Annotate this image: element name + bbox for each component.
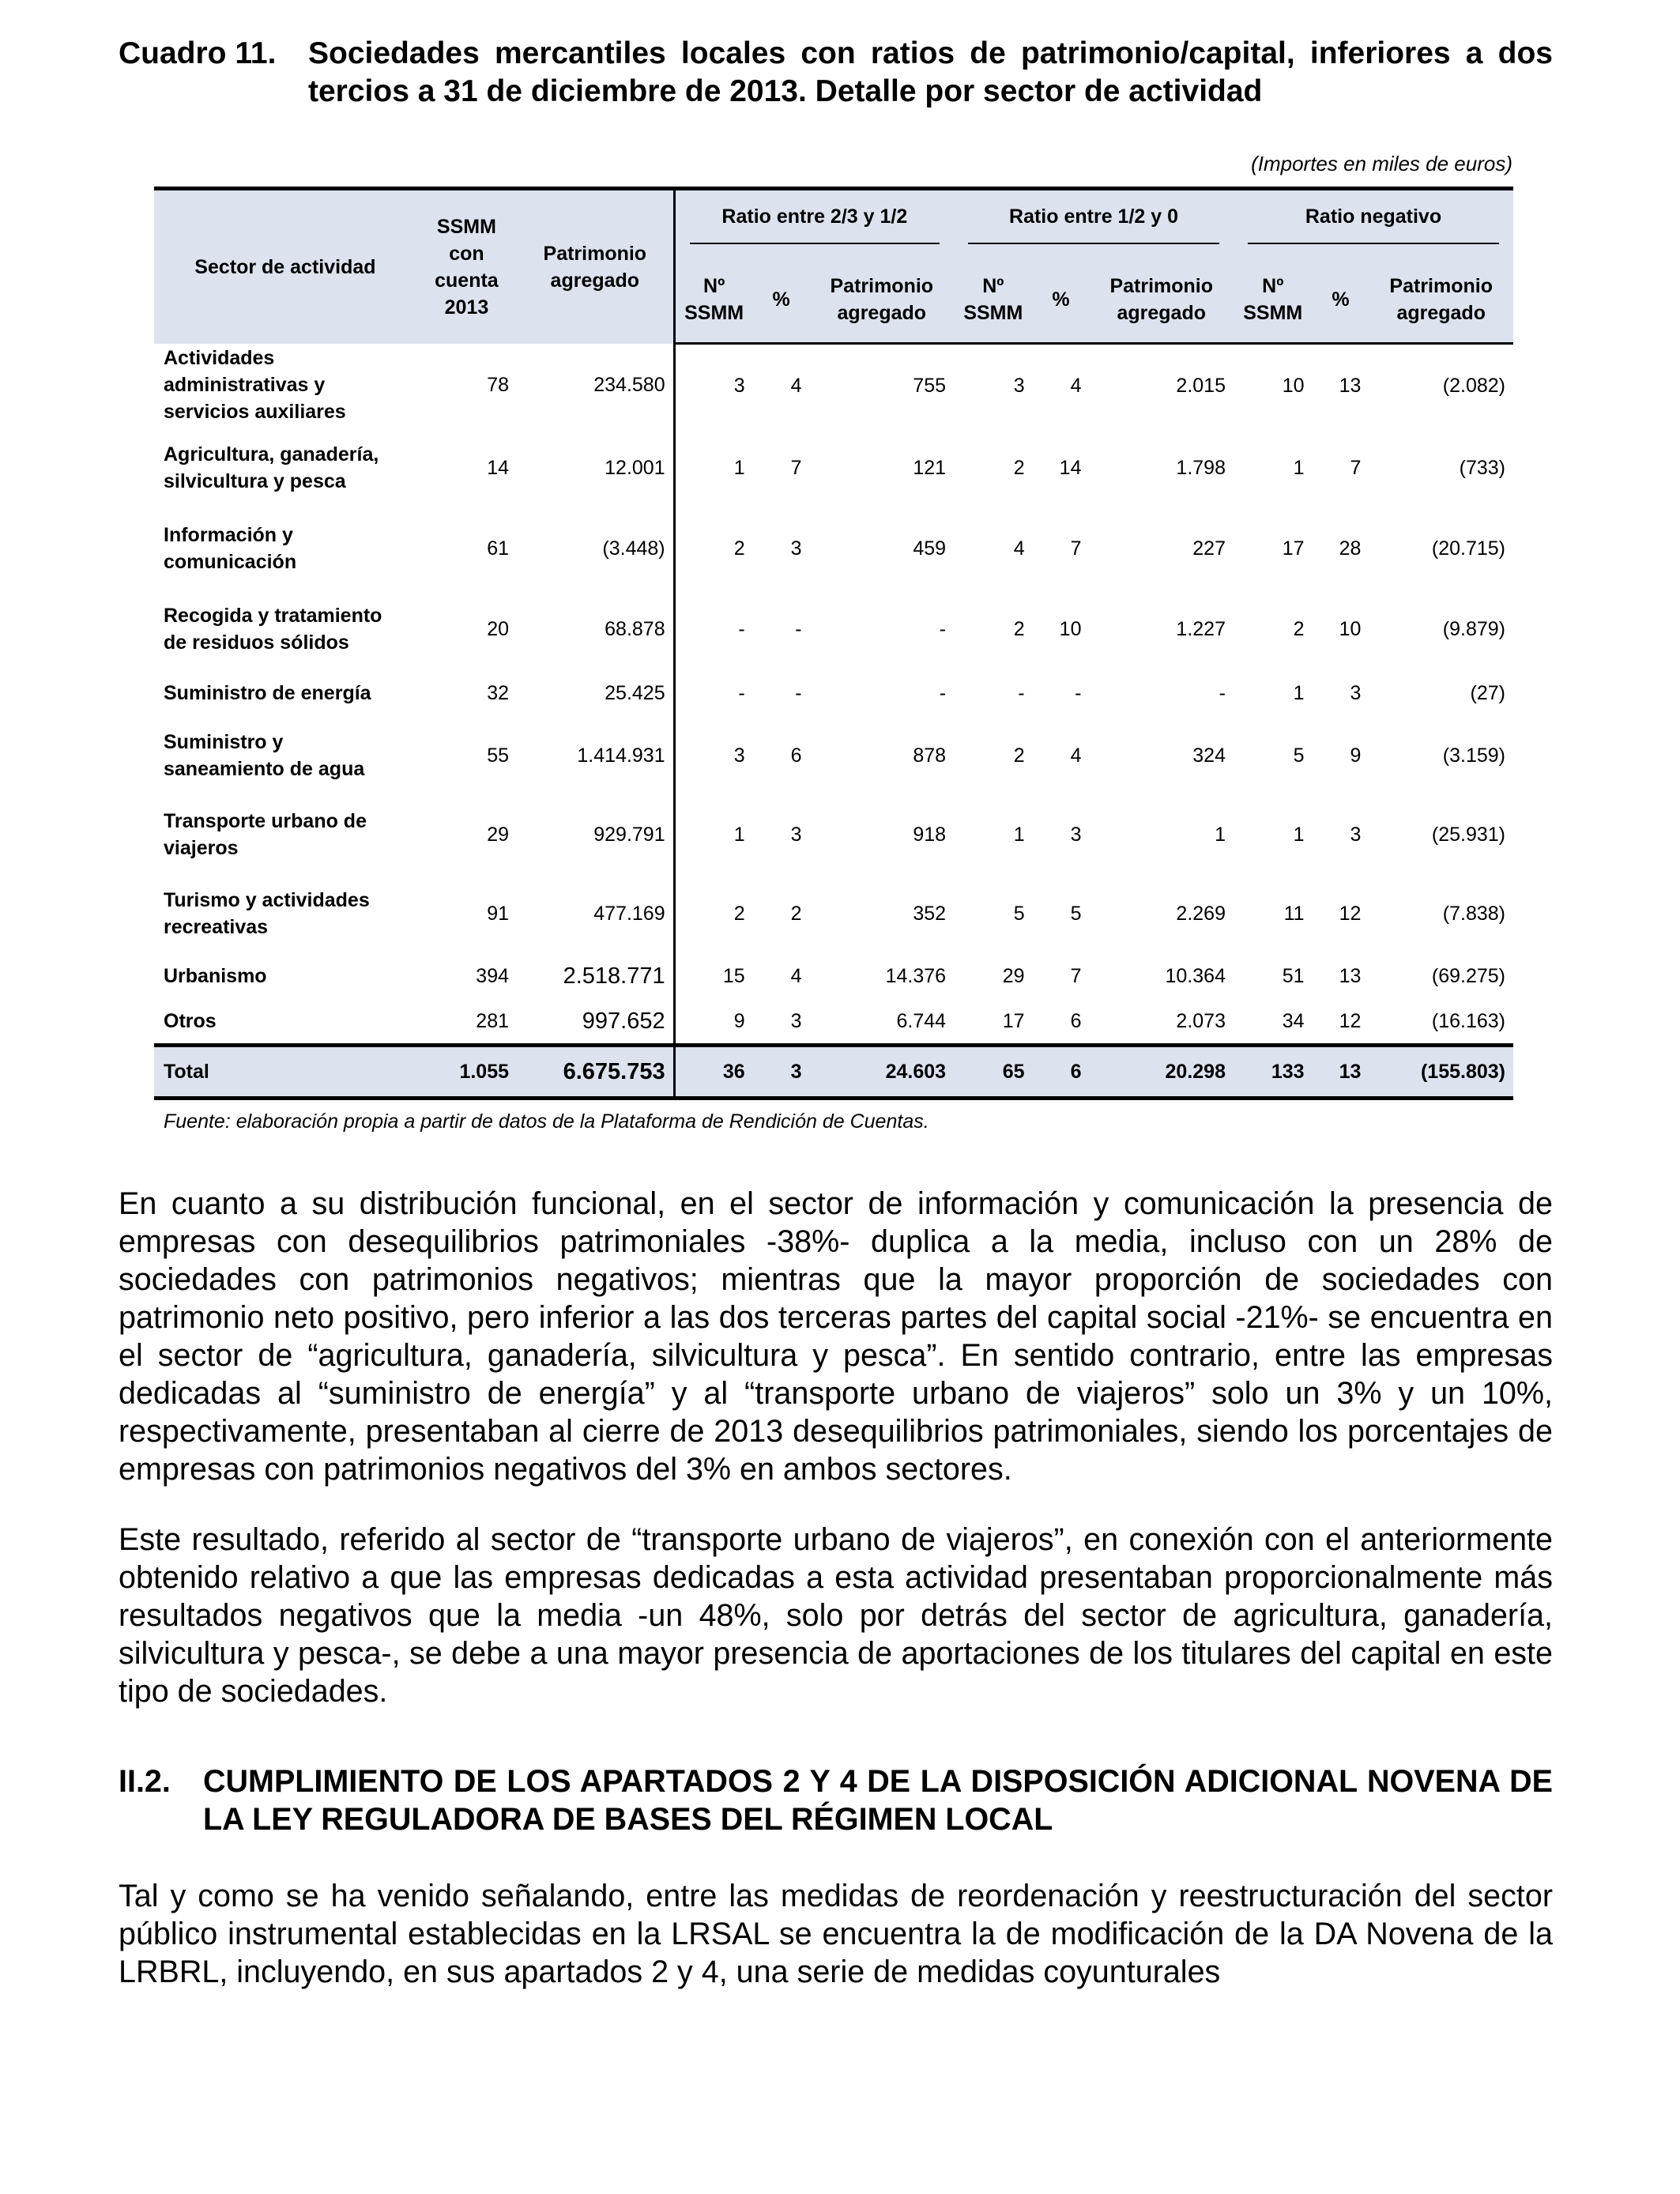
header-patrimonio: Patrimonio agregado <box>517 189 674 344</box>
cell-g3-n: 1 <box>1293 457 1305 479</box>
cell-g2-pat: 2.073 <box>1176 1010 1226 1032</box>
cell-g2-pct: - <box>1075 682 1082 704</box>
header-pat-agregado: Patrimonio agregado <box>1089 257 1234 344</box>
header-pat-agregado: Patrimonio agregado <box>1369 257 1513 344</box>
header-group-ratio-1-2: Ratio entre 1/2 y 0 <box>954 189 1234 258</box>
cell-g3-pct: 3 <box>1350 824 1362 846</box>
cell-g2-pat: 324 <box>1192 745 1226 767</box>
cell-g3-pct: 13 <box>1313 1046 1369 1099</box>
cell-g1-pct: 7 <box>790 457 802 479</box>
cell-g3-n: 51 <box>1282 965 1305 987</box>
cell-g2-n: 2 <box>1013 457 1025 479</box>
cell-g2-n: 65 <box>954 1046 1033 1099</box>
header-pct: % <box>1313 257 1369 344</box>
section-title: CUMPLIMIENTO DE LOS APARTADOS 2 Y 4 DE LA DISPOSICIÓN ADICIONAL NOVENA DE LA LEY REGULADORA DE BASES DEL RÉGIMEN LOCAL <box>203 1764 1553 1837</box>
cell-g1-n: 9 <box>733 1010 745 1032</box>
cell-g1-n: - <box>738 682 745 704</box>
cell-sector: Suministro y saneamiento de agua <box>164 731 365 780</box>
cell-g3-n: 17 <box>1282 537 1305 560</box>
cell-g3-pct: 10 <box>1339 618 1362 640</box>
table-row <box>154 344 1513 428</box>
table-total-row <box>154 1046 1513 1099</box>
header-sector: Sector de actividad <box>154 189 416 344</box>
cell-sector: Recogida y tratamiento de residuos sólidos <box>164 605 382 654</box>
cell-g3-pat: (7.838) <box>1442 903 1505 925</box>
cell-ssmm: 14 <box>487 457 510 479</box>
cell-g2-pat: 20.298 <box>1089 1046 1234 1099</box>
table-body <box>154 344 1513 1099</box>
cell-g2-pat: 1.798 <box>1176 457 1226 479</box>
cell-g1-n: 2 <box>733 903 745 925</box>
cell-g1-pat: 459 <box>913 537 947 560</box>
cell-sector: Total <box>154 1046 416 1099</box>
cell-sector: Transporte urbano de viajeros <box>164 810 367 859</box>
table-caption <box>119 35 1553 111</box>
cell-g2-pat: 2.269 <box>1176 903 1226 925</box>
cell-g1-n: 15 <box>722 965 745 987</box>
cell-g1-pct: 3 <box>790 824 802 846</box>
table-row <box>154 716 1513 795</box>
cell-g3-pat: (25.931) <box>1431 824 1505 846</box>
cell-g2-pct: 14 <box>1059 457 1082 479</box>
cell-g1-pct: 3 <box>790 1010 802 1032</box>
cell-patrimonio: 68.878 <box>517 588 674 670</box>
cell-g1-n: 3 <box>733 375 745 397</box>
table-row <box>154 953 1513 999</box>
section-number: II.2. <box>119 1764 171 1799</box>
cell-g3-pct: 13 <box>1339 965 1362 987</box>
cell-sector: Agricultura, ganadería, silvicultura y pesca <box>164 443 379 492</box>
cell-g2-n: 2 <box>1013 745 1025 767</box>
cell-g3-n: 5 <box>1293 745 1305 767</box>
cell-g1-pat: 352 <box>913 903 947 925</box>
cell-g3-pct: 7 <box>1350 457 1362 479</box>
cell-sector: Otros <box>164 1010 217 1032</box>
paragraph: Tal y como se ha venido señalando, entre las medidas de reordenación y reestructuración del sector público instrumental establecidas en la LRSAL se encuentra la de modificación de la DA Novena de la LRBRL, incluyendo, en sus apartados 2 y 4, una serie de medidas coyunturales <box>119 1879 1553 1989</box>
cell-g1-pat: - <box>939 618 947 640</box>
cell-g3-pct: 12 <box>1339 903 1362 925</box>
cell-g1-pct: 4 <box>790 375 802 397</box>
cell-g2-pct: 4 <box>1070 745 1082 767</box>
cell-g1-pat: 918 <box>913 824 947 846</box>
cell-patrimonio: 25.425 <box>517 670 674 716</box>
cell-g1-pct: 2 <box>790 903 802 925</box>
cell-sector: Turismo y actividades recreativas <box>164 889 370 938</box>
cell-g2-pct: 4 <box>1070 375 1082 397</box>
cell-g1-n: 1 <box>733 457 745 479</box>
cell-patrimonio: 234.580 <box>517 344 674 428</box>
table-row <box>154 874 1513 953</box>
cell-g3-pat: (16.163) <box>1431 1010 1505 1032</box>
cell-patrimonio: 929.791 <box>517 795 674 874</box>
cell-g1-pct: 4 <box>790 965 802 987</box>
cell-g3-pat: (9.879) <box>1442 618 1505 640</box>
cell-g2-pct: 6 <box>1033 1046 1090 1099</box>
header-pat-agregado: Patrimonio agregado <box>810 257 955 344</box>
cell-g2-pct: 7 <box>1070 965 1082 987</box>
header-pct: % <box>753 257 810 344</box>
cell-g1-n: 1 <box>733 824 745 846</box>
cell-g1-n: - <box>738 618 745 640</box>
cell-g1-pat: - <box>939 682 947 704</box>
cell-ssmm: 91 <box>487 903 510 925</box>
cell-ssmm: 29 <box>487 824 510 846</box>
paragraph: Este resultado, referido al sector de “transporte urbano de viajeros”, en conexión con el anteriormente obtenido relativo a que las empresas dedicadas a esta actividad presentaban proporcionalmente más resultados negativos que la media -un 48%, solo por detrás del sector de agricultura, ganadería, silvicultura y pesca-, se debe a una mayor presencia de aportaciones de los titulares del capital en este tipo de sociedades. <box>119 1522 1553 1709</box>
cell-g2-n: 17 <box>1002 1010 1025 1032</box>
cell-patrimonio: 2.518.771 <box>517 953 674 999</box>
cell-g3-pct: 28 <box>1339 537 1362 560</box>
cell-g3-pct: 12 <box>1339 1010 1362 1032</box>
cell-g2-n: 4 <box>1013 537 1025 560</box>
cell-g1-n: 3 <box>733 745 745 767</box>
cell-ssmm: 32 <box>487 682 510 704</box>
cell-g2-pct: 3 <box>1070 824 1082 846</box>
table-row <box>154 588 1513 670</box>
cell-g3-pat: (2.082) <box>1442 375 1505 397</box>
table-row <box>154 427 1513 509</box>
header-group-ratio-2-3: Ratio entre 2/3 y 1/2 <box>674 189 954 258</box>
cell-g2-pct: 7 <box>1070 537 1082 560</box>
cell-g3-pat: (3.159) <box>1442 745 1505 767</box>
cell-ssmm: 281 <box>476 1010 510 1032</box>
cell-g2-pat: 10.364 <box>1165 965 1226 987</box>
cell-g3-pat: (20.715) <box>1431 537 1505 560</box>
cell-g3-pct: 3 <box>1350 682 1362 704</box>
cell-patrimonio: 997.652 <box>517 999 674 1046</box>
header-n-ssmm: Nº SSMM <box>1234 257 1313 344</box>
cell-g1-n: 2 <box>733 537 745 560</box>
cell-g2-n: - <box>1018 682 1025 704</box>
cell-g2-pat: 227 <box>1192 537 1226 560</box>
cell-g1-pat: 14.376 <box>885 965 947 987</box>
header-n-ssmm: Nº SSMM <box>674 257 753 344</box>
cell-g1-pct: - <box>795 618 802 640</box>
cell-ssmm: 55 <box>487 745 510 767</box>
cell-ssmm: 394 <box>476 965 510 987</box>
table-row <box>154 999 1513 1046</box>
cell-g1-pat: 24.603 <box>810 1046 955 1099</box>
header-group-ratio-negativo: Ratio negativo <box>1234 189 1513 258</box>
cell-g2-n: 2 <box>1013 618 1025 640</box>
cell-g3-pat: (69.275) <box>1431 965 1505 987</box>
cell-g1-pct: 3 <box>753 1046 810 1099</box>
cell-sector: Información y comunicación <box>164 524 297 573</box>
table-row <box>154 509 1513 588</box>
source-note: Fuente: elaboración propia a partir de datos de la Plataforma de Rendición de Cuentas. <box>164 1110 929 1133</box>
cell-patrimonio: 6.675.753 <box>517 1046 674 1099</box>
cell-g2-n: 1 <box>1013 824 1025 846</box>
cell-g3-pat: (155.803) <box>1369 1046 1513 1099</box>
cell-g3-n: 34 <box>1282 1010 1305 1032</box>
cell-g3-pat: (733) <box>1459 457 1505 479</box>
cell-g2-pct: 6 <box>1070 1010 1082 1032</box>
table-row <box>154 670 1513 716</box>
cell-g1-pat: 121 <box>913 457 947 479</box>
cell-g3-n: 11 <box>1283 903 1305 925</box>
units-note: (Importes en miles de euros) <box>1251 152 1512 175</box>
cell-sector: Suministro de energía <box>164 682 371 704</box>
data-table <box>154 187 1513 1100</box>
caption-number: Cuadro 11. <box>119 36 277 70</box>
cell-g3-n: 1 <box>1293 682 1305 704</box>
cell-g3-pat: (27) <box>1470 682 1505 704</box>
cell-g2-pat: - <box>1219 682 1226 704</box>
paragraph: En cuanto a su distribución funcional, en el sector de información y comunicación la presencia de empresas con desequilibrios patrimoniales -38%- duplica a la media, incluso con un 28% de sociedades con patrimonios negativos; mientras que la mayor proporción de sociedades con patrimonio neto positivo, pero inferior a las dos terceras partes del capital social -21%- se encuentra en el sector de “agricultura, ganadería, silvicultura y pesca”. En sentido contrario, entre las empresas dedicadas al “suministro de energía” y al “transporte urbano de viajeros” solo un 3% y un 10%, respectivamente, presentaban al cierre de 2013 desequilibrios patrimoniales, siendo los porcentajes de empresas con patrimonios negativos del 3% en ambos sectores. <box>119 1186 1553 1487</box>
cell-g3-pct: 13 <box>1339 375 1362 397</box>
cell-g1-pat: 6.744 <box>896 1010 947 1032</box>
cell-ssmm: 61 <box>487 537 510 560</box>
header-pct: % <box>1033 257 1090 344</box>
cell-patrimonio: (3.448) <box>517 509 674 588</box>
cell-g3-n: 1 <box>1293 824 1305 846</box>
cell-g2-n: 3 <box>1013 375 1025 397</box>
cell-sector: Urbanismo <box>164 965 267 987</box>
cell-g3-n: 2 <box>1293 618 1305 640</box>
cell-g2-pat: 1.227 <box>1176 618 1226 640</box>
header-ssmm: SSMM con cuenta 2013 <box>416 189 517 344</box>
cell-g1-pat: 878 <box>913 745 947 767</box>
cell-g1-pct: 3 <box>790 537 802 560</box>
cell-g2-n: 5 <box>1013 903 1025 925</box>
cell-patrimonio: 12.001 <box>517 427 674 509</box>
cell-ssmm: 20 <box>487 618 510 640</box>
section-heading <box>119 1762 1553 1838</box>
cell-g3-pct: 9 <box>1350 745 1362 767</box>
cell-g2-pat: 1 <box>1215 824 1226 846</box>
cell-patrimonio: 477.169 <box>517 874 674 953</box>
cell-g2-pct: 5 <box>1070 903 1082 925</box>
cell-g1-pct: - <box>795 682 802 704</box>
cell-g3-n: 10 <box>1282 375 1305 397</box>
caption-title: Sociedades mercantiles locales con ratios de patrimonio/capital, inferiores a dos tercios a 31 de diciembre de 2013. Detalle por sector de actividad <box>308 36 1553 108</box>
cell-sector: Actividades administrativas y servicios auxiliares <box>164 347 346 424</box>
cell-g3-n: 133 <box>1234 1046 1313 1099</box>
cell-g1-n: 36 <box>674 1046 753 1099</box>
cell-g1-pat: 755 <box>913 375 947 397</box>
cell-g2-n: 29 <box>1002 965 1025 987</box>
cell-ssmm: 78 <box>487 374 510 397</box>
cell-g1-pct: 6 <box>790 745 802 767</box>
cell-g2-pat: 2.015 <box>1176 375 1226 397</box>
cell-g2-pct: 10 <box>1059 618 1082 640</box>
table-header <box>154 189 1513 344</box>
table-row <box>154 795 1513 874</box>
cell-patrimonio: 1.414.931 <box>517 716 674 795</box>
header-n-ssmm: Nº SSMM <box>954 257 1033 344</box>
cell-ssmm: 1.055 <box>416 1046 517 1099</box>
